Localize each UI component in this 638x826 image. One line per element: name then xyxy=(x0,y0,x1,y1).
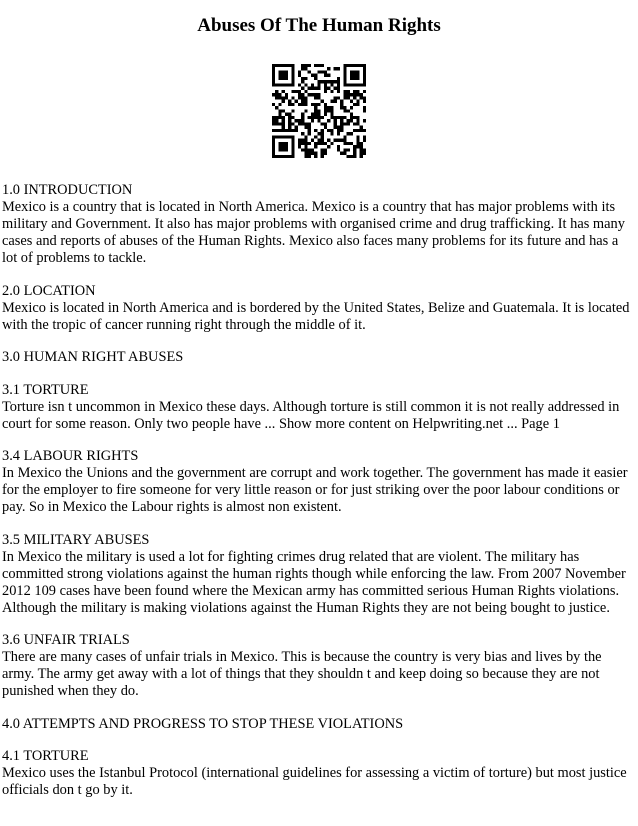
section-heading: 4.1 TORTURE xyxy=(2,748,89,764)
section-unfair-trials xyxy=(2,632,632,700)
section-text: In Mexico the military is used a lot for fighting crimes drug related that are violent. The military has committed strong violations against the human rights though while enforcing the law. From 2007 November 2012 109 cases have been found where the Mexican army has committed serious Human Rights violations. Although the military is making violations against the Human Rights they are not being bought to justice. xyxy=(2,548,626,616)
section-location xyxy=(2,283,632,334)
section-military-abuses xyxy=(2,532,632,617)
section-heading: 3.4 LABOUR RIGHTS xyxy=(2,448,139,464)
section-torture-protocol xyxy=(2,748,632,799)
section-labour-rights xyxy=(2,448,632,516)
section-attempts-progress xyxy=(2,716,632,733)
section-text: Mexico is a country that is located in North America. Mexico is a country that has major problems with its military and Government. It also has major problems with organised crime and drug trafficking. It has many cases and reports of abuses of the Human Rights. Mexico also faces many problems for its future and has a lot of problems to tackle. xyxy=(2,199,625,266)
section-heading: 3.0 HUMAN RIGHT ABUSES xyxy=(2,349,184,365)
document-title: Abuses Of The Human Rights xyxy=(197,15,441,36)
section-text: There are many cases of unfair trials in Mexico. This is because the country is very bias and lives by the army. The army get away with a lot of things that they shouldn t and keep doing so because they are not punished when they do. xyxy=(2,649,602,699)
section-heading: 2.0 LOCATION xyxy=(2,282,96,299)
section-heading: 4.0 ATTEMPTS AND PROGRESS TO STOP THESE VIOLATIONS xyxy=(2,715,404,732)
section-text: Mexico is located in North America and is bordered by the United States, Belize and Guatemala. It is located with the tropic of cancer running right through the middle of it. xyxy=(2,299,630,333)
section-text: Mexico uses the Istanbul Protocol (international guidelines for assessing a victim of torture) but most justice officials don t go by it. xyxy=(2,765,627,798)
section-heading: 3.1 TORTURE xyxy=(2,381,89,398)
section-torture xyxy=(2,382,632,433)
section-text: In Mexico the Unions and the government are corrupt and work together. The government has made it easier for the employer to fire someone for very little reason or for just striking over the poor labour conditions or pay. So in Mexico the Labour rights is almost non existent. xyxy=(2,465,628,515)
section-heading: 1.0 INTRODUCTION xyxy=(2,182,133,198)
section-introduction xyxy=(2,182,632,267)
section-text: Torture isn t uncommon in Mexico these days. Although torture is still common it is not really addressed in court for some reason. Only two people have ... Show more content on Helpwriting.net ... Page 1 xyxy=(2,398,620,432)
section-heading: 3.5 MILITARY ABUSES xyxy=(2,531,150,548)
document-body xyxy=(2,182,632,815)
section-heading: 3.6 UNFAIR TRIALS xyxy=(2,632,130,648)
section-human-right-abuses xyxy=(2,349,632,366)
qr-code-icon xyxy=(272,64,366,158)
